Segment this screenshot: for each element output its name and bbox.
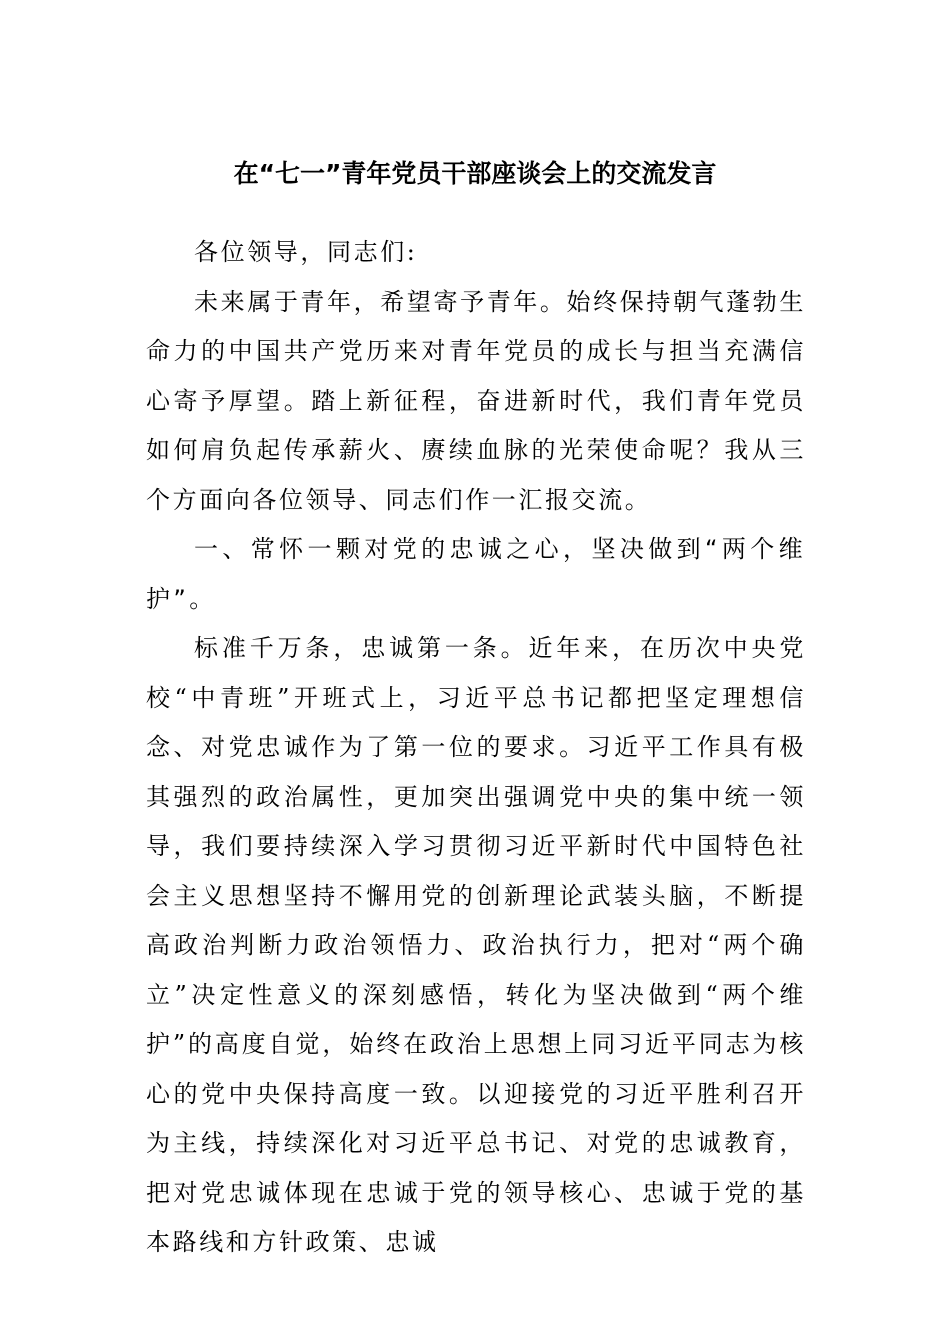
- document-body: [146, 228, 806, 1268]
- paragraph-loyalty: 标准千万条，忠诚第一条。近年来，在历次中央党校“中青班”开班式上，习近平总书记都把坚定理想信念、对党忠诚作为了第一位的要求。习近平工作具有极其强烈的政治属性，更加突出强调党中央的集中统一领导，我们要持续深入学习贯彻习近平新时代中国特色社会主义思想坚持不懈用党的创新理论武装头脑，不断提高政治判断力政治领悟力、政治执行力，把对“两个确立”决定性意义的深刻感悟，转化为坚决做到“两个维护”的高度自觉，始终在政治上思想上同习近平同志为核心的党中央保持高度一致。以迎接党的习近平胜利召开为主线，持续深化对习近平总书记、对党的忠诚教育，把对党忠诚体现在忠诚于党的领导核心、忠诚于党的基本路线和方针政策、忠诚: [146, 634, 806, 1256]
- section-heading-1: 一、常怀一颗对党的忠诚之心，坚决做到“两个维护”。: [146, 535, 806, 613]
- greeting-line: 各位领导，同志们:: [194, 238, 418, 266]
- paragraph-intro: 未来属于青年，希望寄予青年。始终保持朝气蓬勃生命力的中国共产党历来对青年党员的成长与担当充满信心寄予厚望。踏上新征程，奋进新时代，我们青年党员如何肩负起传承薪火、赓续血脉的光荣使命呢？我从三个方面向各位领导、同志们作一汇报交流。: [146, 287, 806, 514]
- document-title: 在“七一”青年党员干部座谈会上的交流发言: [233, 159, 717, 188]
